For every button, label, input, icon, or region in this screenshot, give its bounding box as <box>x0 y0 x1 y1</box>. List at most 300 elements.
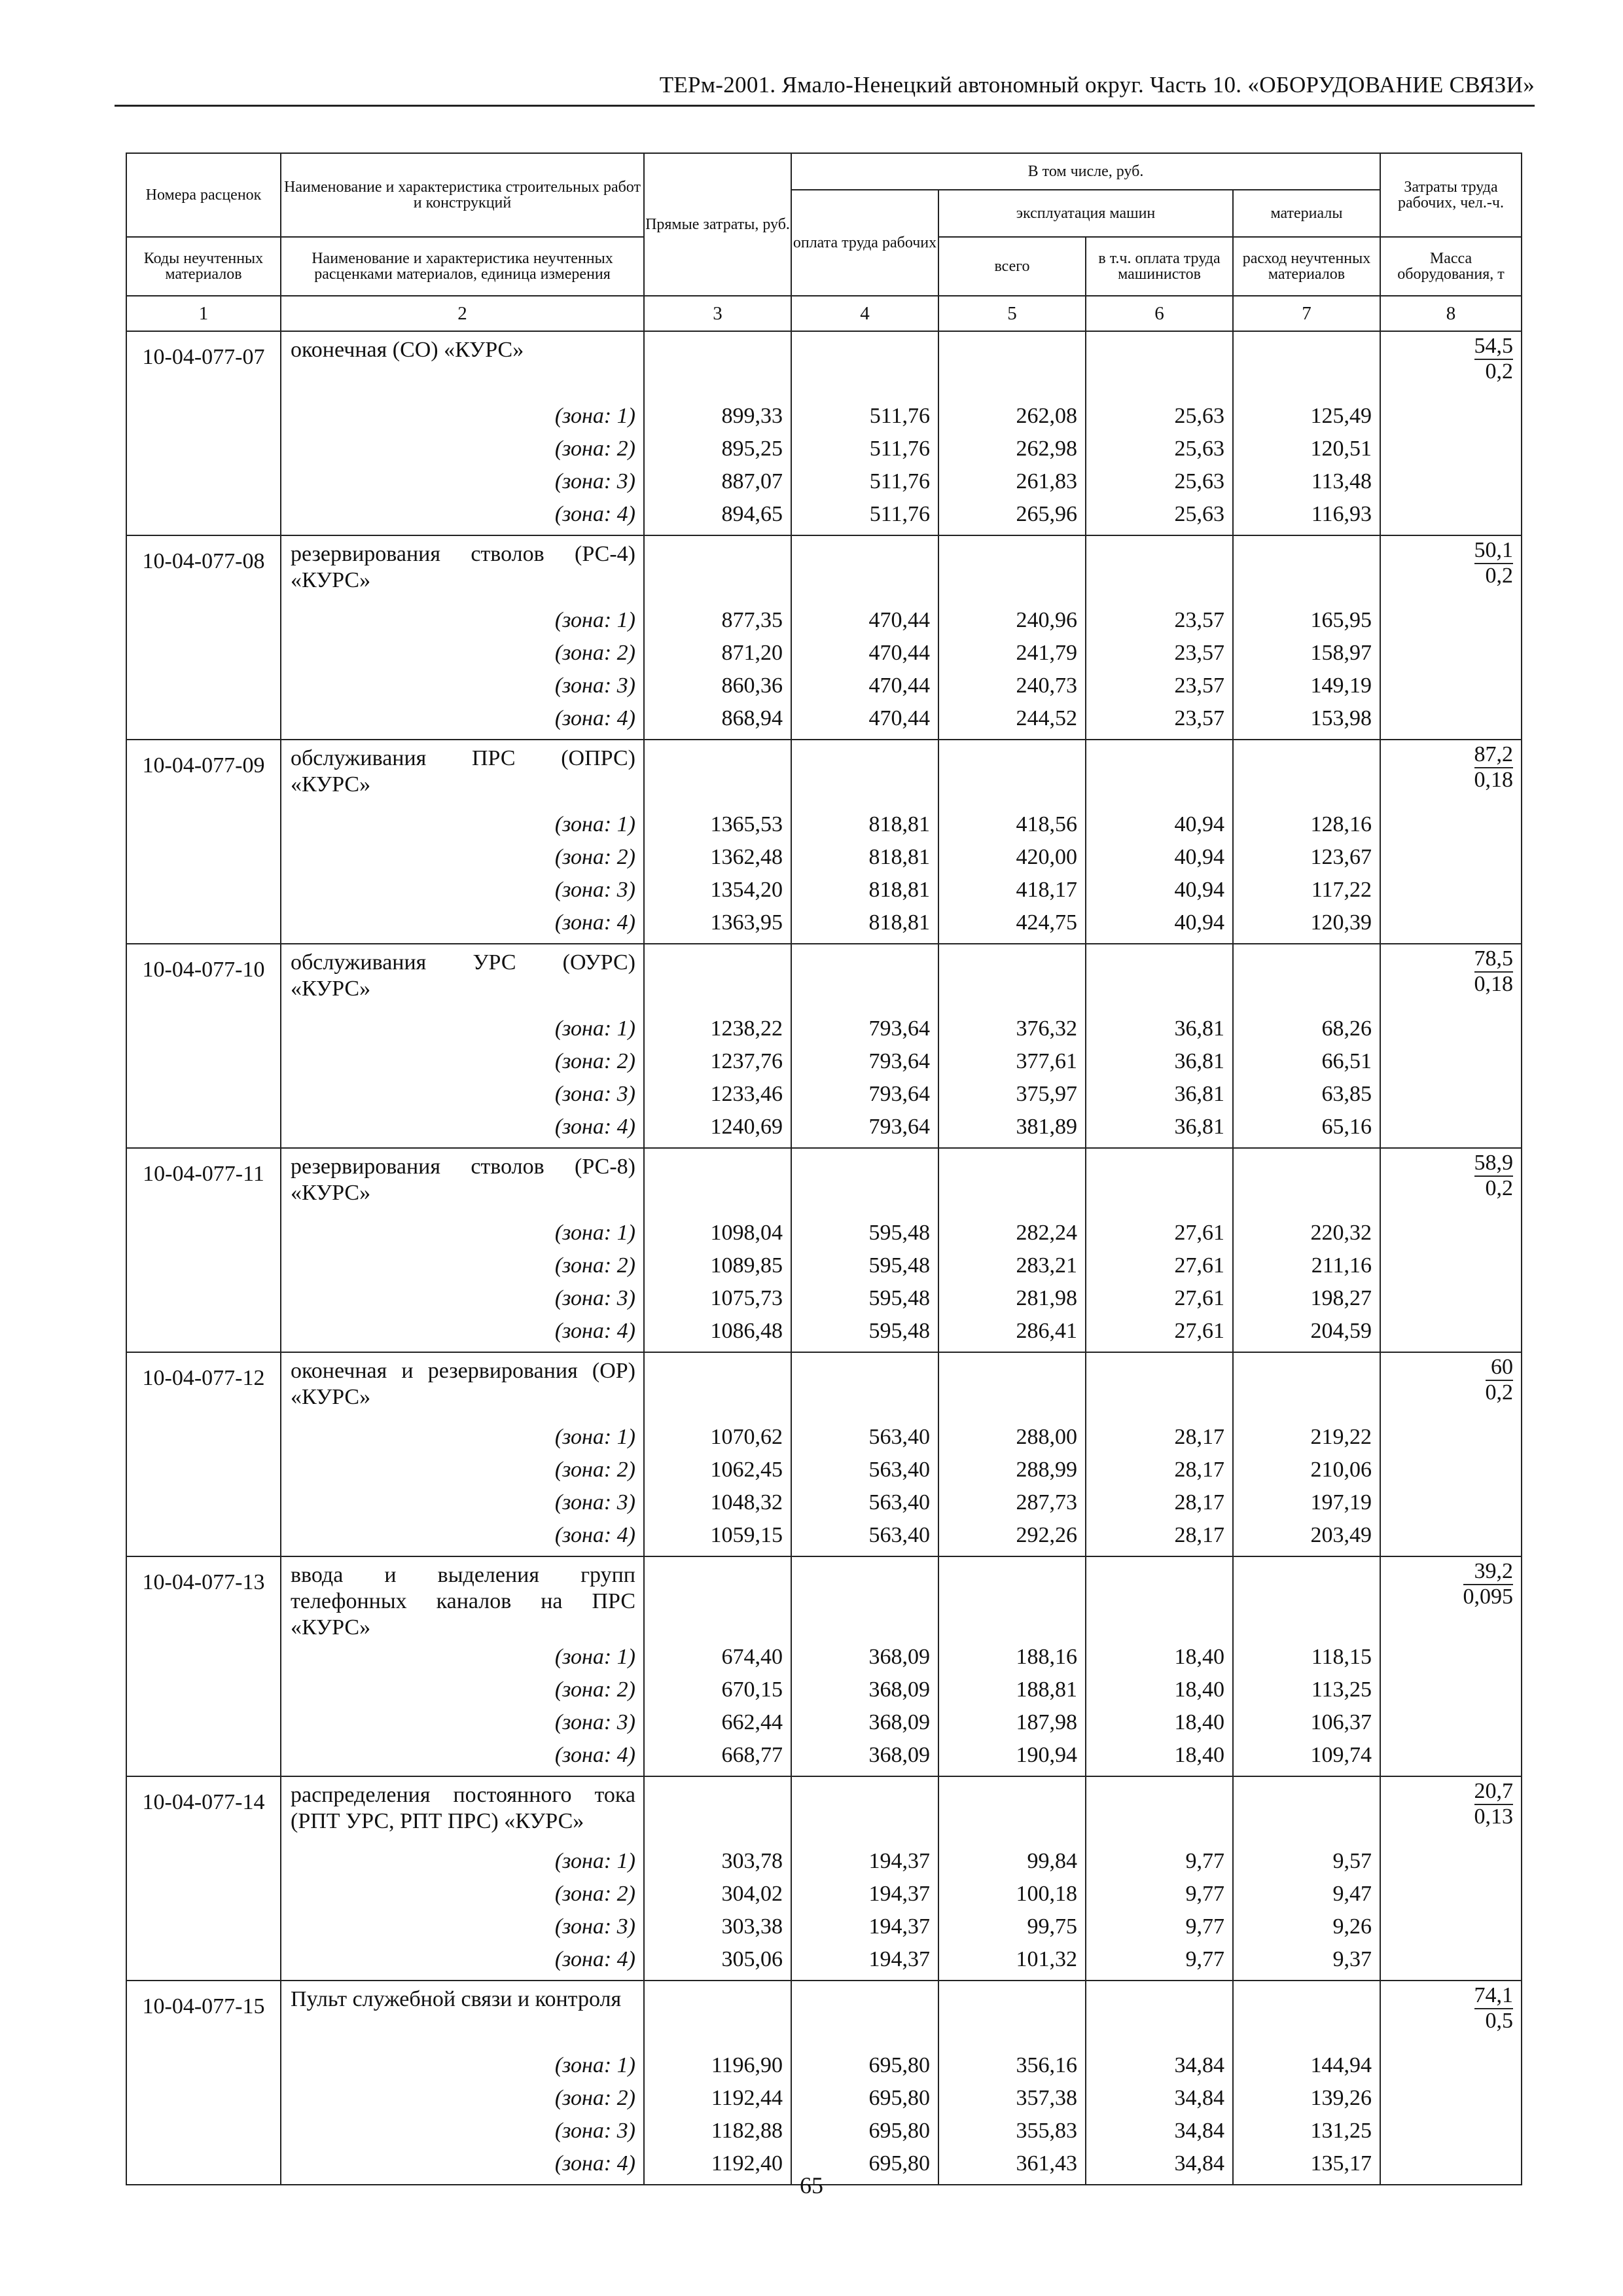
empty-cell <box>126 1943 281 1981</box>
worker-wages: 818,81 <box>791 841 938 874</box>
zone-label: (зона: 2) <box>281 2082 644 2115</box>
empty-cell <box>791 331 938 400</box>
empty-cell <box>126 906 281 944</box>
zone-label: (зона: 4) <box>281 906 644 944</box>
empty-cell <box>126 1519 281 1556</box>
labor-mass-fraction <box>1380 1556 1522 1641</box>
empty-cell <box>791 535 938 604</box>
zone-label: (зона: 1) <box>281 808 644 841</box>
fraction <box>1474 1151 1514 1200</box>
machines-total: 376,32 <box>938 1013 1086 1045</box>
materials-cost: 220,32 <box>1233 1217 1380 1249</box>
rates-table <box>126 152 1522 2185</box>
empty-cell <box>1380 1943 1522 1981</box>
zone-label: (зона: 1) <box>281 1421 644 1454</box>
worker-wages: 695,80 <box>791 2147 938 2185</box>
direct-costs: 670,15 <box>644 1674 791 1706</box>
empty-cell <box>938 535 1086 604</box>
empty-cell <box>126 2115 281 2147</box>
direct-costs: 1365,53 <box>644 808 791 841</box>
worker-wages: 818,81 <box>791 906 938 944</box>
empty-cell <box>126 1045 281 1078</box>
direct-costs: 1354,20 <box>644 874 791 906</box>
fraction <box>1474 539 1514 588</box>
direct-costs: 860,36 <box>644 670 791 702</box>
zone-label: (зона: 2) <box>281 1454 644 1486</box>
empty-cell <box>938 1776 1086 1845</box>
materials-cost: 125,49 <box>1233 400 1380 433</box>
empty-cell <box>126 2049 281 2082</box>
materials-cost: 9,26 <box>1233 1910 1380 1943</box>
header-machines-total: всего <box>938 237 1086 296</box>
machines-total: 356,16 <box>938 2049 1086 2082</box>
header-operators-wages: в т.ч. оплата труда машинистов <box>1086 237 1233 296</box>
labor-mass-fraction <box>1380 1981 1522 2049</box>
worker-wages: 511,76 <box>791 400 938 433</box>
worker-wages: 793,64 <box>791 1045 938 1078</box>
zone-row <box>126 1282 1522 1315</box>
empty-cell <box>1380 874 1522 906</box>
direct-costs: 305,06 <box>644 1943 791 1981</box>
zone-label: (зона: 3) <box>281 874 644 906</box>
direct-costs: 662,44 <box>644 1706 791 1739</box>
machines-total: 240,96 <box>938 604 1086 637</box>
machines-total: 286,41 <box>938 1315 1086 1352</box>
materials-cost: 116,93 <box>1233 498 1380 535</box>
machines-total: 424,75 <box>938 906 1086 944</box>
empty-cell <box>1380 465 1522 498</box>
column-number: 1 <box>126 296 281 331</box>
worker-wages: 563,40 <box>791 1486 938 1519</box>
empty-cell <box>126 2082 281 2115</box>
materials-cost: 204,59 <box>1233 1315 1380 1352</box>
zone-row <box>126 400 1522 433</box>
operators-wages: 27,61 <box>1086 1315 1233 1352</box>
machines-total: 418,17 <box>938 874 1086 906</box>
header-rate-numbers: Номера расценок <box>126 153 281 237</box>
operators-wages: 9,77 <box>1086 1845 1233 1878</box>
empty-cell <box>1380 400 1522 433</box>
equipment-mass: 0,095 <box>1463 1585 1513 1609</box>
worker-wages: 194,37 <box>791 1878 938 1910</box>
machines-total: 99,84 <box>938 1845 1086 1878</box>
zone-row <box>126 1454 1522 1486</box>
rate-name: обслуживания УРС (ОУРС) «КУРС» <box>281 944 644 1013</box>
empty-cell <box>1086 1556 1233 1641</box>
machines-total: 261,83 <box>938 465 1086 498</box>
operators-wages: 18,40 <box>1086 1739 1233 1776</box>
rate-code: 10-04-077-15 <box>126 1981 281 2049</box>
operators-wages: 27,61 <box>1086 1249 1233 1282</box>
worker-wages: 793,64 <box>791 1111 938 1148</box>
machines-total: 262,08 <box>938 400 1086 433</box>
machines-total: 357,38 <box>938 2082 1086 2115</box>
zone-row <box>126 1249 1522 1282</box>
direct-costs: 1362,48 <box>644 841 791 874</box>
zone-label: (зона: 4) <box>281 1519 644 1556</box>
zone-row <box>126 1045 1522 1078</box>
rate-row <box>126 944 1522 1013</box>
column-number: 8 <box>1380 296 1522 331</box>
empty-cell <box>126 670 281 702</box>
direct-costs: 899,33 <box>644 400 791 433</box>
direct-costs: 868,94 <box>644 702 791 740</box>
empty-cell <box>1233 1556 1380 1641</box>
column-number: 7 <box>1233 296 1380 331</box>
empty-cell <box>126 465 281 498</box>
empty-cell <box>1380 1217 1522 1249</box>
empty-cell <box>1380 1013 1522 1045</box>
direct-costs: 1089,85 <box>644 1249 791 1282</box>
fraction <box>1474 743 1514 792</box>
machines-total: 381,89 <box>938 1111 1086 1148</box>
zone-row <box>126 2049 1522 2082</box>
column-number: 2 <box>281 296 644 331</box>
empty-cell <box>1380 1739 1522 1776</box>
empty-cell <box>1086 740 1233 808</box>
labor-cost: 60 <box>1486 1355 1514 1381</box>
empty-cell <box>1233 740 1380 808</box>
zone-label: (зона: 1) <box>281 1641 644 1674</box>
header-materials-consumption: расход неучтенных материалов <box>1233 237 1380 296</box>
labor-mass-fraction <box>1380 1352 1522 1421</box>
empty-cell <box>126 1013 281 1045</box>
materials-cost: 113,25 <box>1233 1674 1380 1706</box>
labor-cost: 58,9 <box>1474 1151 1514 1177</box>
equipment-mass: 0,18 <box>1474 768 1513 792</box>
zone-label: (зона: 3) <box>281 1706 644 1739</box>
materials-cost: 113,48 <box>1233 465 1380 498</box>
materials-cost: 120,39 <box>1233 906 1380 944</box>
machines-total: 262,98 <box>938 433 1086 465</box>
rate-code: 10-04-077-10 <box>126 944 281 1013</box>
empty-cell <box>791 1776 938 1845</box>
table-body <box>126 331 1522 2185</box>
worker-wages: 511,76 <box>791 465 938 498</box>
materials-cost: 131,25 <box>1233 2115 1380 2147</box>
zone-label: (зона: 4) <box>281 1943 644 1981</box>
empty-cell <box>938 944 1086 1013</box>
direct-costs: 304,02 <box>644 1878 791 1910</box>
zone-row <box>126 1421 1522 1454</box>
zone-label: (зона: 2) <box>281 637 644 670</box>
zone-label: (зона: 4) <box>281 2147 644 2185</box>
direct-costs: 1086,48 <box>644 1315 791 1352</box>
empty-cell <box>126 702 281 740</box>
zone-label: (зона: 1) <box>281 1013 644 1045</box>
zone-row <box>126 906 1522 944</box>
empty-cell <box>126 1217 281 1249</box>
operators-wages: 36,81 <box>1086 1111 1233 1148</box>
operators-wages: 18,40 <box>1086 1674 1233 1706</box>
zone-row <box>126 1111 1522 1148</box>
machines-total: 187,98 <box>938 1706 1086 1739</box>
zone-row <box>126 874 1522 906</box>
operators-wages: 34,84 <box>1086 2147 1233 2185</box>
worker-wages: 470,44 <box>791 670 938 702</box>
worker-wages: 595,48 <box>791 1282 938 1315</box>
zone-row <box>126 1078 1522 1111</box>
zone-row <box>126 702 1522 740</box>
operators-wages: 34,84 <box>1086 2115 1233 2147</box>
empty-cell <box>1380 2115 1522 2147</box>
empty-cell <box>938 740 1086 808</box>
equipment-mass: 0,2 <box>1485 1176 1513 1200</box>
empty-cell <box>126 841 281 874</box>
materials-cost: 118,15 <box>1233 1641 1380 1674</box>
machines-total: 99,75 <box>938 1910 1086 1943</box>
operators-wages: 18,40 <box>1086 1641 1233 1674</box>
empty-cell <box>1380 433 1522 465</box>
direct-costs: 1192,40 <box>644 2147 791 2185</box>
labor-mass-fraction <box>1380 944 1522 1013</box>
empty-cell <box>126 604 281 637</box>
empty-cell <box>791 1556 938 1641</box>
direct-costs: 1182,88 <box>644 2115 791 2147</box>
header-materials-group: материалы <box>1233 190 1380 237</box>
empty-cell <box>1086 535 1233 604</box>
worker-wages: 470,44 <box>791 637 938 670</box>
operators-wages: 25,63 <box>1086 400 1233 433</box>
machines-total: 188,16 <box>938 1641 1086 1674</box>
empty-cell <box>1380 1641 1522 1674</box>
zone-row <box>126 498 1522 535</box>
zone-row <box>126 1706 1522 1739</box>
empty-cell <box>1233 1148 1380 1217</box>
empty-cell <box>1380 702 1522 740</box>
header-labor-costs: Затраты труда рабочих, чел.-ч. <box>1380 153 1522 237</box>
empty-cell <box>126 1111 281 1148</box>
operators-wages: 18,40 <box>1086 1706 1233 1739</box>
direct-costs: 1192,44 <box>644 2082 791 2115</box>
zone-row <box>126 1519 1522 1556</box>
page-number: 65 <box>800 2172 823 2198</box>
labor-mass-fraction <box>1380 331 1522 400</box>
rate-name: обслуживания ПРС (ОПРС) «КУРС» <box>281 740 644 808</box>
materials-cost: 219,22 <box>1233 1421 1380 1454</box>
empty-cell <box>126 1739 281 1776</box>
empty-cell <box>1380 906 1522 944</box>
empty-cell <box>1380 1878 1522 1910</box>
zone-row <box>126 841 1522 874</box>
materials-cost: 211,16 <box>1233 1249 1380 1282</box>
empty-cell <box>126 1078 281 1111</box>
direct-costs: 303,78 <box>644 1845 791 1878</box>
materials-cost: 203,49 <box>1233 1519 1380 1556</box>
empty-cell <box>644 1981 791 2049</box>
empty-cell <box>1380 1421 1522 1454</box>
empty-cell <box>791 944 938 1013</box>
materials-cost: 109,74 <box>1233 1739 1380 1776</box>
labor-cost: 78,5 <box>1474 947 1514 973</box>
materials-cost: 9,47 <box>1233 1878 1380 1910</box>
operators-wages: 28,17 <box>1086 1454 1233 1486</box>
machines-total: 188,81 <box>938 1674 1086 1706</box>
worker-wages: 563,40 <box>791 1519 938 1556</box>
zone-label: (зона: 2) <box>281 1249 644 1282</box>
header-work-name: Наименование и характеристика строительных работ и конструкций <box>281 153 644 237</box>
worker-wages: 470,44 <box>791 604 938 637</box>
zone-row <box>126 1878 1522 1910</box>
operators-wages: 36,81 <box>1086 1045 1233 1078</box>
zone-row <box>126 465 1522 498</box>
machines-total: 101,32 <box>938 1943 1086 1981</box>
labor-cost: 74,1 <box>1474 1984 1514 2009</box>
direct-costs: 668,77 <box>644 1739 791 1776</box>
materials-cost: 149,19 <box>1233 670 1380 702</box>
labor-mass-fraction <box>1380 740 1522 808</box>
zone-row <box>126 808 1522 841</box>
fraction <box>1474 1984 1514 2033</box>
direct-costs: 894,65 <box>644 498 791 535</box>
empty-cell <box>1380 1282 1522 1315</box>
rate-name: резервирования стволов (РС-4) «КУРС» <box>281 535 644 604</box>
machines-total: 282,24 <box>938 1217 1086 1249</box>
header-direct-costs: Прямые затраты, руб. <box>644 153 791 296</box>
rate-name: распределения постоянного тока (РПТ УРС, РПТ ПРС) «КУРС» <box>281 1776 644 1845</box>
machines-total: 190,94 <box>938 1739 1086 1776</box>
machines-total: 375,97 <box>938 1078 1086 1111</box>
zone-label: (зона: 3) <box>281 1486 644 1519</box>
worker-wages: 368,09 <box>791 1706 938 1739</box>
empty-cell <box>1086 1776 1233 1845</box>
zone-label: (зона: 4) <box>281 1739 644 1776</box>
rate-name: Пульт служебной связи и контроля <box>281 1981 644 2049</box>
rate-row <box>126 1148 1522 1217</box>
header-machines-group: эксплуатация машин <box>938 190 1233 237</box>
rate-code: 10-04-077-11 <box>126 1148 281 1217</box>
empty-cell <box>126 1249 281 1282</box>
worker-wages: 470,44 <box>791 702 938 740</box>
operators-wages: 25,63 <box>1086 433 1233 465</box>
worker-wages: 194,37 <box>791 1845 938 1878</box>
materials-cost: 106,37 <box>1233 1706 1380 1739</box>
operators-wages: 36,81 <box>1086 1013 1233 1045</box>
rate-code: 10-04-077-07 <box>126 331 281 400</box>
rate-code: 10-04-077-09 <box>126 740 281 808</box>
direct-costs: 1363,95 <box>644 906 791 944</box>
materials-cost: 117,22 <box>1233 874 1380 906</box>
rate-row <box>126 535 1522 604</box>
operators-wages: 40,94 <box>1086 906 1233 944</box>
header-including-group: В том числе, руб. <box>791 153 1380 190</box>
empty-cell <box>1380 2049 1522 2082</box>
header-worker-wages: оплата труда рабочих <box>791 190 938 296</box>
empty-cell <box>644 1556 791 1641</box>
direct-costs: 303,38 <box>644 1910 791 1943</box>
zone-row <box>126 1739 1522 1776</box>
operators-wages: 23,57 <box>1086 604 1233 637</box>
rate-code: 10-04-077-08 <box>126 535 281 604</box>
materials-cost: 165,95 <box>1233 604 1380 637</box>
empty-cell <box>1380 2082 1522 2115</box>
empty-cell <box>1380 1315 1522 1352</box>
materials-cost: 9,57 <box>1233 1845 1380 1878</box>
materials-cost: 158,97 <box>1233 637 1380 670</box>
empty-cell <box>1380 498 1522 535</box>
operators-wages: 23,57 <box>1086 670 1233 702</box>
labor-mass-fraction <box>1380 1776 1522 1845</box>
rate-row <box>126 1981 1522 2049</box>
zone-label: (зона: 4) <box>281 1111 644 1148</box>
empty-cell <box>1380 637 1522 670</box>
zone-label: (зона: 3) <box>281 670 644 702</box>
direct-costs: 1070,62 <box>644 1421 791 1454</box>
machines-total: 292,26 <box>938 1519 1086 1556</box>
empty-cell <box>126 1910 281 1943</box>
rate-code: 10-04-077-13 <box>126 1556 281 1641</box>
materials-cost: 128,16 <box>1233 808 1380 841</box>
rate-name: ввода и выделения групп телефонных каналов на ПРС «КУРС» <box>281 1556 644 1641</box>
empty-cell <box>126 808 281 841</box>
machines-total: 240,73 <box>938 670 1086 702</box>
rate-name: резервирования стволов (РС-8) «КУРС» <box>281 1148 644 1217</box>
column-number: 5 <box>938 296 1086 331</box>
equipment-mass: 0,2 <box>1485 564 1513 588</box>
zone-row <box>126 2082 1522 2115</box>
zone-label: (зона: 4) <box>281 1315 644 1352</box>
zone-row <box>126 1910 1522 1943</box>
machines-total: 283,21 <box>938 1249 1086 1282</box>
empty-cell <box>1233 535 1380 604</box>
machines-total: 418,56 <box>938 808 1086 841</box>
rate-row <box>126 740 1522 808</box>
direct-costs: 895,25 <box>644 433 791 465</box>
fraction <box>1486 1355 1514 1405</box>
direct-costs: 1233,46 <box>644 1078 791 1111</box>
direct-costs: 871,20 <box>644 637 791 670</box>
rate-name: оконечная (СО) «КУРС» <box>281 331 644 400</box>
operators-wages: 34,84 <box>1086 2049 1233 2082</box>
operators-wages: 36,81 <box>1086 1078 1233 1111</box>
operators-wages: 27,61 <box>1086 1217 1233 1249</box>
empty-cell <box>791 1148 938 1217</box>
rate-row <box>126 331 1522 400</box>
empty-cell <box>1380 1486 1522 1519</box>
operators-wages: 28,17 <box>1086 1486 1233 1519</box>
materials-cost: 68,26 <box>1233 1013 1380 1045</box>
direct-costs: 877,35 <box>644 604 791 637</box>
rate-row <box>126 1352 1522 1421</box>
labor-cost: 54,5 <box>1474 334 1514 360</box>
empty-cell <box>644 740 791 808</box>
empty-cell <box>1233 1776 1380 1845</box>
labor-cost: 50,1 <box>1474 539 1514 564</box>
labor-cost: 87,2 <box>1474 743 1514 768</box>
empty-cell <box>1380 1454 1522 1486</box>
empty-cell <box>126 1878 281 1910</box>
empty-cell <box>1380 1045 1522 1078</box>
zone-label: (зона: 3) <box>281 1282 644 1315</box>
empty-cell <box>126 874 281 906</box>
rate-code: 10-04-077-14 <box>126 1776 281 1845</box>
operators-wages: 28,17 <box>1086 1421 1233 1454</box>
worker-wages: 595,48 <box>791 1217 938 1249</box>
empty-cell <box>1380 670 1522 702</box>
zone-label: (зона: 1) <box>281 604 644 637</box>
empty-cell <box>1086 331 1233 400</box>
direct-costs: 1048,32 <box>644 1486 791 1519</box>
worker-wages: 511,76 <box>791 498 938 535</box>
zone-row <box>126 1486 1522 1519</box>
operators-wages: 9,77 <box>1086 1878 1233 1910</box>
materials-cost: 153,98 <box>1233 702 1380 740</box>
worker-wages: 818,81 <box>791 808 938 841</box>
empty-cell <box>1380 1249 1522 1282</box>
equipment-mass: 0,18 <box>1474 972 1513 996</box>
direct-costs: 1237,76 <box>644 1045 791 1078</box>
zone-label: (зона: 2) <box>281 433 644 465</box>
